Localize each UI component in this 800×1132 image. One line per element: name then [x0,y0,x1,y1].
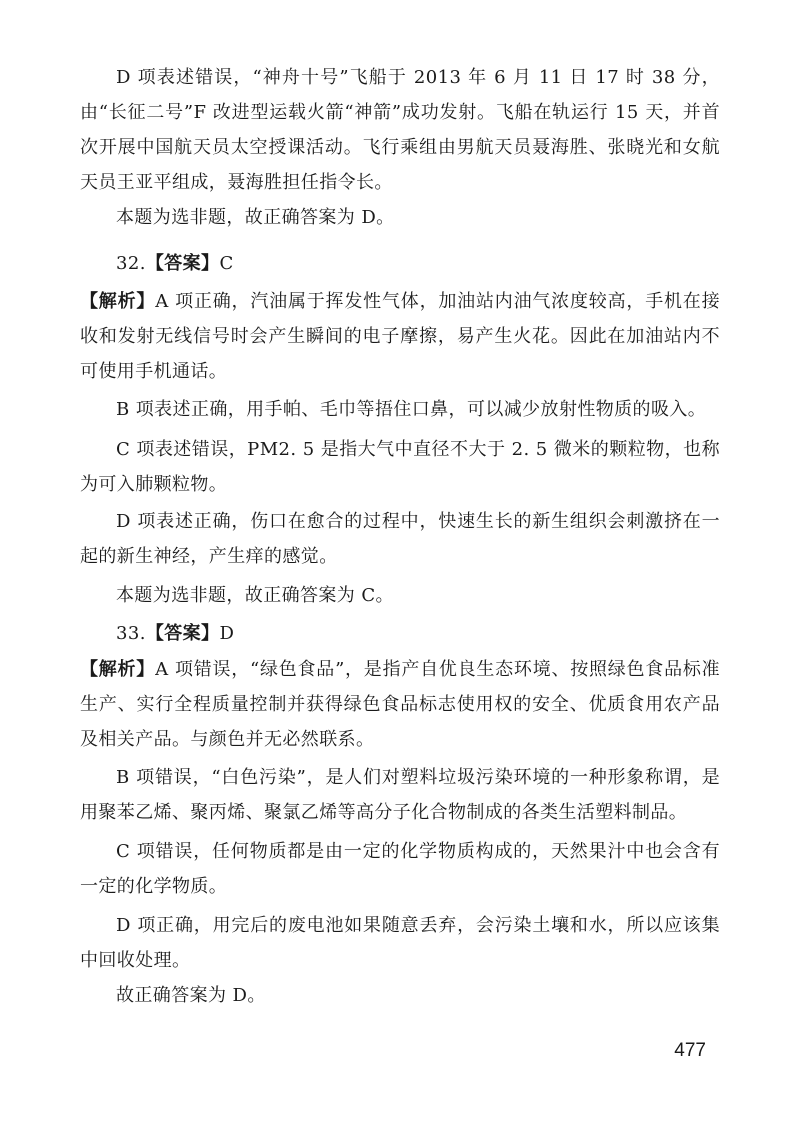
paragraph-text: C 项错误，任何物质都是由一定的化学物质构成的，天然果汁中也会含有一定的化学物质。 [80,841,720,897]
page-number: 477 [674,1040,706,1061]
analysis-32-b [80,392,720,427]
paragraph-text: D 项表述正确，伤口在愈合的过程中，快速生长的新生组织会刺激挤在一起的新生神经，产生痒的感觉。 [80,511,720,567]
paragraph-d-shenzhou [80,60,720,200]
question-number: 33. [116,623,146,644]
paragraph-conclusion-31 [80,200,720,235]
paragraph-text: 本题为选非题，故正确答案为 C。 [116,585,394,606]
answer-33 [80,616,720,651]
analysis-33-d [80,908,720,978]
paragraph-text: A 项正确，汽油属于挥发性气体，加油站内油气浓度较高，手机在接收和发射无线信号时会产生瞬间的电子摩擦，易产生火花。因此在加油站内不可使用手机通话。 [80,291,720,382]
analysis-33-c [80,834,720,904]
analysis-32-a [80,284,720,389]
answer-label: 【答案】 [145,253,220,274]
analysis-33-b [80,760,720,830]
analysis-label: 【解析】 [80,291,156,312]
paragraph-text: B 项表述正确，用手帕、毛巾等捂住口鼻，可以减少放射性物质的吸入。 [116,399,707,420]
paragraph-text: B 项错误，“白色污染”，是人们对塑料垃圾污染环境的一种形象称谓，是用聚苯乙烯、聚丙烯、聚氯乙烯等高分子化合物制成的各类生活塑料制品。 [80,767,720,823]
paragraph-text: D 项表述错误，“神舟十号”飞船于 2013 年 6 月 11 日 17 时 38 分，由“长征二号”F 改进型运载火箭“神箭”成功发射。飞船在轨运行 15 天，并首次开展中国航天员太空授课活动。飞行乘组由男航天员聂海胜、张晓光和女航天员王亚平组成，聂海胜担任指令长。 [80,67,720,193]
analysis-33-a [80,652,720,757]
answer-value: D [219,623,235,644]
answer-32 [80,246,720,281]
question-number: 32. [116,253,146,274]
analysis-32-c [80,432,720,502]
paragraph-text: D 项正确，用完后的废电池如果随意丢弃，会污染土壤和水，所以应该集中回收处理。 [80,915,720,971]
paragraph-text: A 项错误，“绿色食品”，是指产自优良生态环境、按照绿色食品标准生产、实行全程质量控制并获得绿色食品标志使用权的安全、优质食用农产品及相关产品。与颜色并无必然联系。 [80,659,721,750]
paragraph-text: C 项表述错误，PM2. 5 是指大气中直径不大于 2. 5 微米的颗粒物，也称为可入肺颗粒物。 [80,439,720,495]
paragraph-text: 故正确答案为 D。 [116,985,266,1006]
paragraph-conclusion-33 [80,978,720,1013]
answer-value: C [219,253,234,274]
answer-label: 【答案】 [145,623,220,644]
analysis-label: 【解析】 [80,659,156,680]
paragraph-conclusion-32 [80,578,720,613]
paragraph-text: 本题为选非题，故正确答案为 D。 [116,207,395,228]
analysis-32-d [80,504,720,574]
